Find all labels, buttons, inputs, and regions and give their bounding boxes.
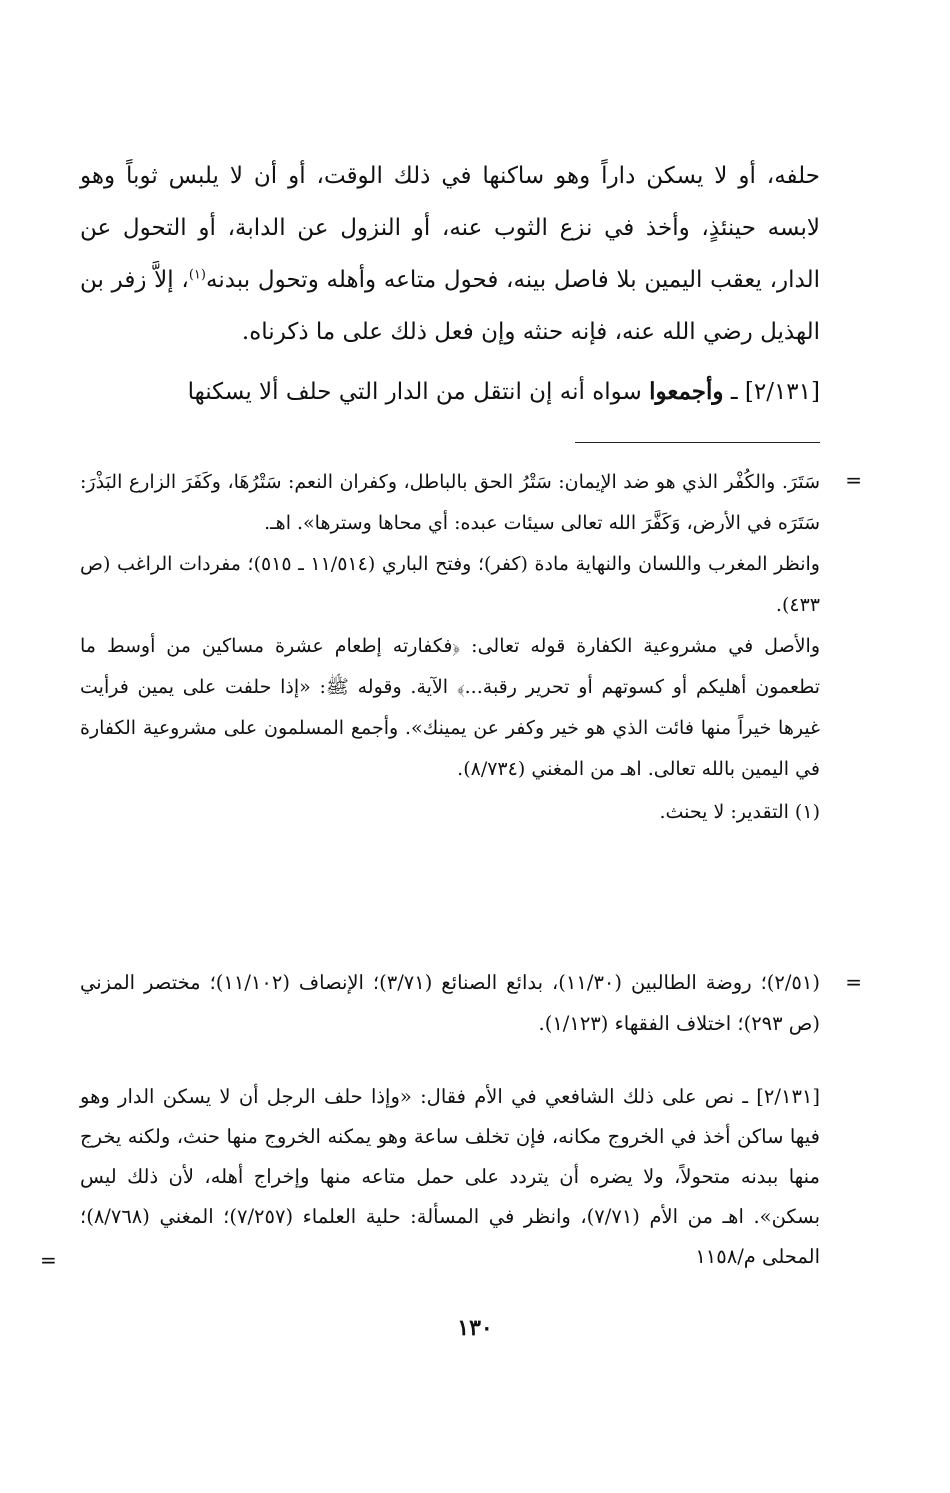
footnote-line: على يمين فرأيت غيرها خيراً منها فائت الذي هو خير وكفر عن يمينك». وأجمع (80, 676, 820, 739)
footnote-line: [٢/١٣١] ـ نص على ذلك الشافعي في الأم فقال: «وإذا حلف الرجل أن (238, 1085, 820, 1108)
footnote-ref: (١) (188, 267, 206, 283)
main-line: لابسه حينئذٍ، وأخذ في نزع الثوب عنه، أو النزول عن الدابة، أو التحول عن (80, 215, 820, 241)
footnote-line: (٨/٧٣٤). (457, 758, 526, 780)
footnote-line: سَتَرَ. والكُفْر الذي هو ضد الإيمان: سَتْرُ الحق بالباطل، وكفران النعم: سَتْرُهَا، (227, 471, 821, 493)
main-line-tail: ، إلاَّ (154, 267, 189, 293)
footnote-line: وكَفَرَ الزارع البَذْرَ: سَتَرَه في الأرض، وَكَفَّرَ الله تعالى سيئات عبده: أي محاها (80, 471, 820, 534)
footnote-paragraph (80, 1077, 820, 1277)
footnote-line: المسألة: حلية العلماء (٧/٢٥٧)؛ المغني (٨/٧٦٨)؛ المحلى م/١١٥٨ (80, 1205, 820, 1268)
main-line: سواه أنه إن انتقل من الدار التي حلف ألا يسكنها (187, 379, 642, 405)
footnote-line: الخروج منها حنث، ولكنه يخرج منها ببدنه متحولاً، ولا يضره أن يتردد على حمل (80, 1125, 820, 1188)
footnote-line: وانظر المغرب واللسان والنهاية مادة (كفر)؛ وفتح الباري (١١/٥١٤ ـ ٥١٥)؛ (247, 553, 820, 575)
footnote-line: متاعه منها وإخراج أهله، لأن ذلك ليس بسكن». اهـ من الأم (٧/٧١)، وانظر في (80, 1165, 821, 1228)
footnote-1: (١) التقدير: لا يحنث. (659, 801, 820, 823)
footnote-separator (575, 442, 820, 443)
footnotes-top (80, 462, 820, 833)
section-number: [٢/١٣١] ـ (730, 379, 820, 405)
footnote-paragraph (80, 544, 820, 626)
main-line: حلفه، أو لا يسكن داراً وهو ساكنها في ذلك الوقت، أو أن لا يلبس ثوباً وهو (80, 163, 820, 189)
footnote-line: (٢/٥١)؛ روضة الطالبين (١١/٣٠)، بدائع الصنائع (٣/٧١)؛ الإنصاف (298, 971, 820, 994)
footnote-line: وسترها». اهـ. (264, 512, 372, 534)
main-line: زفر بن الهذيل رضي الله عنه، فإنه حنثه وإن فعل ذلك على ما ذكرناه. (80, 267, 820, 345)
main-text (80, 150, 820, 418)
main-line: الدار، يعقب اليمين بلا فاصل بينه، فحول متاعه وأهله وتحول ببدنه (205, 267, 821, 293)
main-paragraph-2 (80, 366, 820, 418)
footnote-line: والأصل في مشروعية الكفارة قوله تعالى: ﴿فكفارته إطعام عشرة مساكين من أوسط (106, 635, 820, 657)
page-number: ١٣٠ (457, 1315, 493, 1341)
footnote-line: مفردات الراغب (ص ٤٣٣). (80, 553, 820, 616)
footnote-paragraph (80, 626, 820, 790)
footnote-line: لا يسكن الدار وهو فيها ساكن أخذ في الخروج مكانه، فإن تخلف ساعة وهو يمكنه (80, 1085, 820, 1148)
main-paragraph-1 (80, 150, 820, 358)
bold-keyword: وأجمعوا (649, 378, 724, 405)
footnote-line: (١١/١٠٢)؛ مختصر المزني (ص ٢٩٣)؛ اختلاف الفقهاء (١/١٢٣). (80, 971, 820, 1035)
footnote-paragraph (80, 462, 820, 544)
footnotes-bottom (80, 1077, 820, 1277)
continuation-mark: = (40, 1248, 57, 1272)
footnote-line: ما تطعمون أهليكم أو كسوتهم أو تحرير رقبة...﴾ الآية. وقوله ﷺ: «إذا حلفت (80, 635, 820, 698)
footnote-line: المسلمون على مشروعية الكفارة في اليمين بالله تعالى. اهـ من المغني (80, 717, 820, 780)
continuation-mark: = (845, 468, 862, 492)
footnote-paragraph (80, 962, 820, 1044)
footnotes-middle (80, 962, 820, 1044)
continuation-mark: = (845, 970, 862, 994)
